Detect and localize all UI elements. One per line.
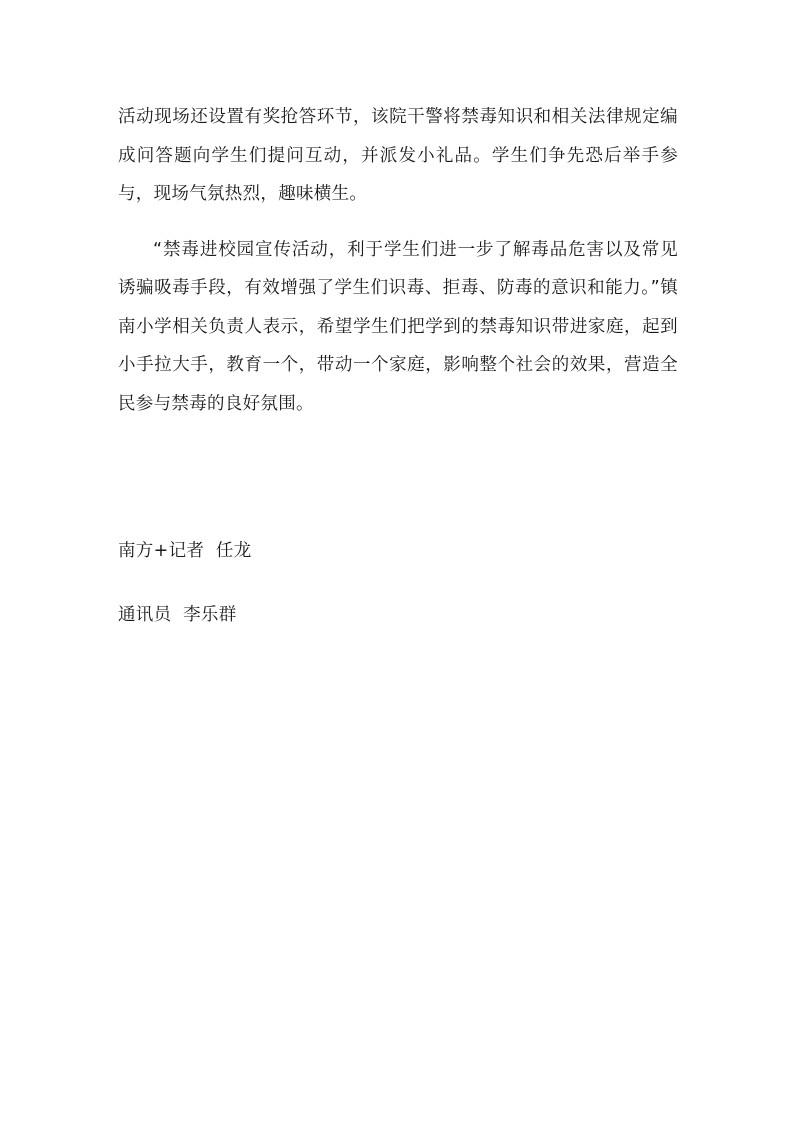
article-body (118, 98, 678, 423)
article-credits (118, 532, 518, 634)
reporter-credit: 南方+记者 任龙 (118, 541, 252, 561)
article-paragraph-2: “禁毒进校园宣传活动，利于学生们进一步了解毒品危害以及常见诱骗吸毒手段，有效增强了学生们识毒、拒毒、防毒的意识和能力。”镇南小学相关负责人表示，希望学生们把学到的禁毒知识带进家庭，起到小手拉大手，教育一个，带动一个家庭，影响整个社会的效果，营造全民参与禁毒的良好氛围。 (118, 239, 678, 414)
article-paragraph-1: 活动现场还设置有奖抢答环节，该院干警将禁毒知识和相关法律规定编成问答题向学生们提问互动，并派发小礼品。学生们争先恐后举手参与，现场气氛热烈，趣味横生。 (118, 107, 678, 204)
correspondent-credit: 通讯员 李乐群 (118, 605, 237, 625)
